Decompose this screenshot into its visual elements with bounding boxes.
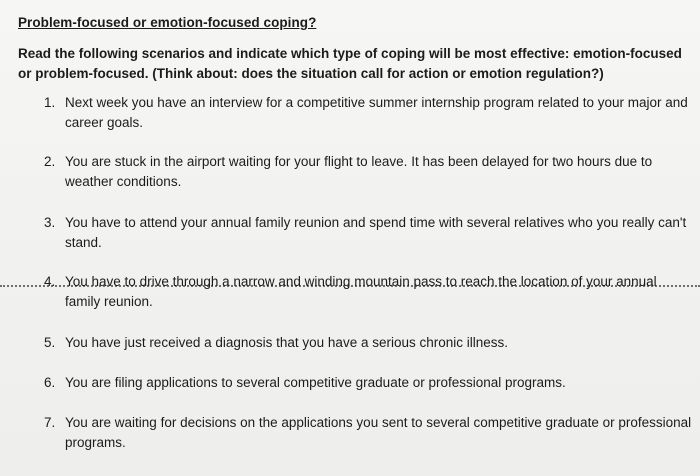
scenario-number: 2. (44, 154, 56, 169)
scenario-number: 6. (44, 375, 56, 390)
scenario-item (44, 373, 694, 393)
scenario-text: You are stuck in the airport waiting for your flight to leave. It has been delayed for two hours due to weather conditions. (65, 154, 653, 189)
scenario-number: 7. (44, 415, 56, 430)
scenario-item (44, 213, 694, 253)
scenario-text: You are filing applications to several competitive graduate or professional programs. (65, 375, 566, 390)
scenario-number: 1. (44, 95, 56, 110)
instructions-text: Read the following scenarios and indicate which type of coping will be most effective: emotion-focused or problem-focused. (Think about: does the situation call for action or emotion regulation?) (18, 46, 682, 81)
scenario-number: 5. (44, 335, 56, 350)
scenario-text: You are waiting for decisions on the applications you sent to several competitive graduate or professional programs. (65, 415, 692, 450)
scenario-text: You have just received a diagnosis that you have a serious chronic illness. (65, 335, 509, 350)
scenario-number: 4. (44, 274, 56, 289)
worksheet-title: Problem-focused or emotion-focused coping? (18, 15, 317, 30)
scenario-text: Next week you have an interview for a competitive summer internship program related to your major and career goals. (65, 95, 688, 130)
scenario-text: You have to attend your annual family reunion and spend time with several relatives who you really can't stand. (65, 215, 687, 250)
scenario-number: 3. (44, 215, 56, 230)
scenario-item (44, 152, 694, 192)
scenario-item (44, 413, 694, 453)
scenario-item (44, 93, 694, 133)
scenario-item (44, 272, 694, 312)
scenario-text: You have to drive through a narrow and winding mountain pass to reach the location of your annual family reunion. (65, 274, 657, 309)
scenario-item (44, 333, 694, 353)
